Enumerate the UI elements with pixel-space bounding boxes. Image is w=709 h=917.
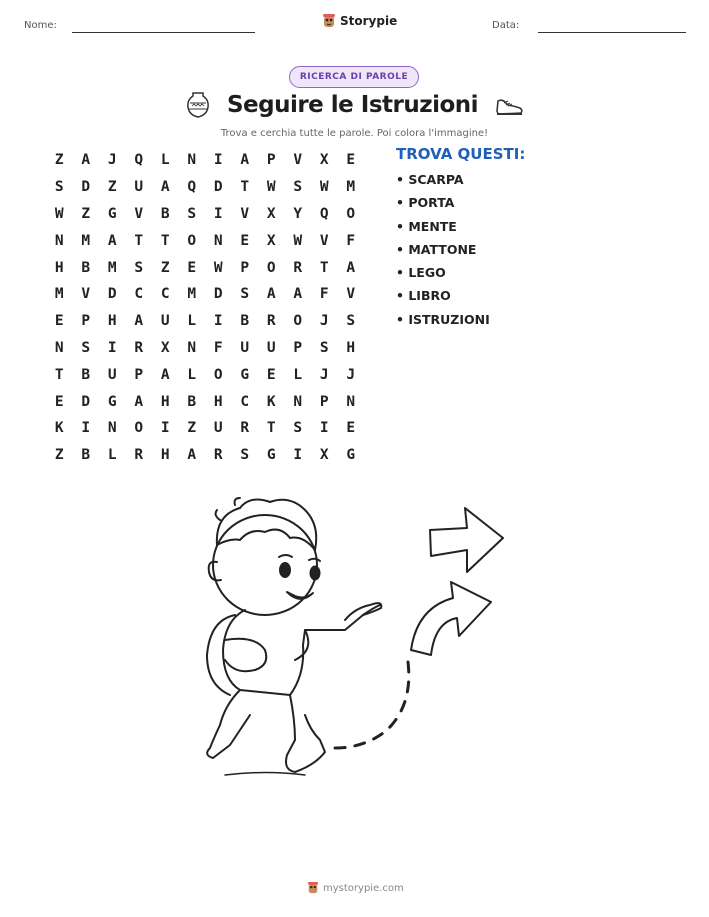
grid-cell[interactable]: H	[346, 339, 356, 356]
grid-cell[interactable]: L	[293, 366, 303, 383]
grid-cell[interactable]: B	[81, 259, 91, 276]
grid-cell[interactable]: J	[346, 366, 356, 383]
grid-cell[interactable]: H	[160, 447, 170, 464]
grid-cell[interactable]: S	[81, 339, 91, 356]
name-line[interactable]	[72, 32, 255, 33]
grid-cell[interactable]: I	[293, 447, 303, 464]
grid-cell[interactable]: N	[213, 232, 223, 249]
page-title: Seguire le Istruzioni	[226, 92, 479, 118]
grid-cell[interactable]: T	[160, 232, 170, 249]
grid-cell[interactable]: S	[54, 179, 64, 196]
grid-cell[interactable]: B	[81, 447, 91, 464]
grid-cell[interactable]: R	[293, 259, 303, 276]
grid-cell[interactable]: W	[54, 205, 64, 222]
word-item: • LIBRO	[396, 288, 451, 304]
grid-cell[interactable]: S	[240, 447, 250, 464]
word-item: • SCARPA	[396, 172, 464, 187]
grid-cell[interactable]: A	[81, 152, 91, 169]
date-line[interactable]	[538, 32, 686, 33]
grid-cell[interactable]: Z	[54, 152, 64, 169]
grid-cell[interactable]: H	[213, 393, 223, 410]
grid-cell[interactable]: Q	[187, 179, 197, 196]
grid-cell[interactable]: G	[107, 205, 117, 222]
grid-cell[interactable]: M	[187, 286, 197, 303]
grid-cell[interactable]: U	[266, 339, 276, 356]
grid-cell[interactable]: X	[160, 339, 170, 356]
grid-cell[interactable]: M	[107, 259, 117, 276]
grid-cell[interactable]: X	[319, 152, 329, 169]
footer-url[interactable]: mystorypie.com	[323, 882, 404, 894]
grid-cell[interactable]: S	[319, 339, 329, 356]
grid-cell[interactable]: P	[240, 259, 250, 276]
grid-cell[interactable]: P	[319, 393, 329, 410]
grid-cell[interactable]: V	[293, 152, 303, 169]
grid-cell[interactable]: D	[81, 179, 91, 196]
grid-cell[interactable]: H	[107, 313, 117, 330]
vase-icon	[185, 91, 211, 119]
sneaker-icon	[494, 93, 524, 117]
grid-cell[interactable]: E	[240, 232, 250, 249]
grid-cell[interactable]: I	[81, 420, 91, 437]
grid-cell[interactable]: J	[319, 366, 329, 383]
grid-cell[interactable]: O	[213, 366, 223, 383]
grid-cell[interactable]: L	[187, 366, 197, 383]
grid-cell[interactable]: S	[346, 313, 356, 330]
word-item: • MENTE	[396, 218, 457, 234]
grid-cell[interactable]: R	[213, 447, 223, 464]
grid-cell[interactable]: X	[266, 232, 276, 249]
grid-cell[interactable]: Q	[134, 152, 144, 169]
footer	[307, 881, 404, 895]
grid-cell[interactable]: A	[266, 286, 276, 303]
grid-cell[interactable]: E	[346, 420, 356, 437]
category-badge: RICERCA DI PAROLE	[289, 66, 419, 88]
grid-cell[interactable]: Y	[293, 205, 303, 222]
grid-cell[interactable]: M	[81, 232, 91, 249]
word-item: • MATTONE	[396, 241, 477, 257]
grid-cell[interactable]: R	[266, 313, 276, 330]
grid-cell[interactable]: S	[293, 179, 303, 196]
grid-cell[interactable]: M	[346, 179, 356, 196]
grid-cell[interactable]: G	[240, 366, 250, 383]
grid-cell[interactable]: V	[81, 286, 91, 303]
grid-cell[interactable]: E	[266, 366, 276, 383]
grid-cell[interactable]: H	[160, 393, 170, 410]
grid-cell[interactable]: A	[160, 366, 170, 383]
grid-cell[interactable]: P	[266, 152, 276, 169]
grid-cell[interactable]: T	[266, 420, 276, 437]
grid-cell[interactable]: E	[187, 259, 197, 276]
grid-cell[interactable]: W	[266, 179, 276, 196]
grid-cell[interactable]: Z	[187, 420, 197, 437]
grid-cell[interactable]: N	[187, 152, 197, 169]
grid-cell[interactable]: P	[134, 366, 144, 383]
grid-cell[interactable]: D	[213, 286, 223, 303]
arrow-icon	[411, 582, 491, 655]
grid-cell[interactable]: Z	[54, 447, 64, 464]
grid-cell[interactable]: R	[134, 339, 144, 356]
grid-cell[interactable]: A	[107, 232, 117, 249]
grid-cell[interactable]: M	[54, 286, 64, 303]
grid-cell[interactable]: I	[213, 205, 223, 222]
grid-cell[interactable]: T	[319, 259, 329, 276]
grid-cell[interactable]: L	[160, 152, 170, 169]
grid-cell[interactable]: G	[107, 393, 117, 410]
grid-cell[interactable]: L	[187, 313, 197, 330]
word-item: • LEGO	[396, 265, 446, 281]
grid-cell[interactable]: S	[187, 205, 197, 222]
grid-cell[interactable]: T	[134, 232, 144, 249]
instructions: Trova e cerchia tutte le parole. Poi colora l'immagine!	[220, 128, 489, 139]
grid-cell[interactable]: I	[213, 152, 223, 169]
grid-cell[interactable]: N	[187, 339, 197, 356]
grid-cell[interactable]: N	[107, 420, 117, 437]
grid-cell[interactable]: O	[187, 232, 197, 249]
grid-cell[interactable]: D	[107, 286, 117, 303]
grid-cell[interactable]: S	[240, 286, 250, 303]
grid-cell[interactable]: A	[160, 179, 170, 196]
grid-cell[interactable]: W	[293, 232, 303, 249]
grid-cell[interactable]: Z	[81, 205, 91, 222]
grid-cell[interactable]: E	[346, 152, 356, 169]
grid-cell[interactable]: S	[134, 259, 144, 276]
grid-cell[interactable]: O	[134, 420, 144, 437]
grid-cell[interactable]: A	[293, 286, 303, 303]
grid-cell[interactable]: O	[266, 259, 276, 276]
word-list-title: TROVA QUESTI:	[396, 145, 526, 163]
grid-cell[interactable]: B	[240, 313, 250, 330]
grid-cell[interactable]: H	[54, 259, 64, 276]
grid-cell[interactable]: V	[134, 205, 144, 222]
grid-cell[interactable]: J	[107, 152, 117, 169]
name-label: Nome:	[24, 20, 57, 31]
grid-cell[interactable]: A	[187, 447, 197, 464]
grid-cell[interactable]: A	[240, 152, 250, 169]
grid-cell[interactable]: Z	[107, 179, 117, 196]
grid-cell[interactable]: P	[81, 313, 91, 330]
grid-cell[interactable]: Q	[319, 205, 329, 222]
grid-cell[interactable]: Z	[160, 259, 170, 276]
grid-cell[interactable]: I	[107, 339, 117, 356]
grid-cell[interactable]: X	[319, 447, 329, 464]
grid-cell[interactable]: N	[293, 393, 303, 410]
grid-cell[interactable]: I	[213, 313, 223, 330]
grid-cell[interactable]: C	[134, 286, 144, 303]
grid-cell[interactable]: A	[346, 259, 356, 276]
grid-cell[interactable]: C	[240, 393, 250, 410]
grid-cell[interactable]: V	[319, 232, 329, 249]
grid-cell[interactable]: V	[346, 286, 356, 303]
grid-cell[interactable]: P	[293, 339, 303, 356]
grid-cell[interactable]: N	[54, 339, 64, 356]
grid-cell[interactable]: J	[319, 313, 329, 330]
grid-cell[interactable]: N	[54, 232, 64, 249]
brand-name: Storypie	[340, 14, 398, 28]
grid-cell[interactable]: T	[240, 179, 250, 196]
grid-cell[interactable]: X	[266, 205, 276, 222]
grid-cell[interactable]: U	[160, 313, 170, 330]
grid-cell[interactable]: V	[240, 205, 250, 222]
grid-cell[interactable]: I	[160, 420, 170, 437]
grid-cell[interactable]: I	[319, 420, 329, 437]
grid-cell[interactable]: O	[346, 205, 356, 222]
word-list	[396, 171, 490, 334]
grid-cell[interactable]: F	[213, 339, 223, 356]
grid-cell[interactable]: U	[240, 339, 250, 356]
grid-cell[interactable]: T	[54, 366, 64, 383]
storypie-logo-icon	[322, 13, 336, 29]
grid-cell[interactable]: K	[54, 420, 64, 437]
grid-cell[interactable]: A	[134, 313, 144, 330]
grid-cell[interactable]: U	[107, 366, 117, 383]
grid-cell[interactable]: W	[319, 179, 329, 196]
grid-cell[interactable]: R	[240, 420, 250, 437]
grid-cell[interactable]: O	[293, 313, 303, 330]
grid-cell[interactable]: L	[107, 447, 117, 464]
grid-cell[interactable]: B	[160, 205, 170, 222]
grid-cell[interactable]: E	[54, 313, 64, 330]
grid-cell[interactable]: F	[346, 232, 356, 249]
grid-cell[interactable]: G	[346, 447, 356, 464]
storypie-logo-icon	[307, 881, 319, 895]
grid-cell[interactable]: W	[213, 259, 223, 276]
boy-pointing-illustration	[195, 490, 515, 785]
grid-cell[interactable]: C	[160, 286, 170, 303]
grid-cell[interactable]: B	[187, 393, 197, 410]
word-item: • ISTRUZIONI	[396, 311, 490, 327]
word-item: • PORTA	[396, 195, 455, 211]
grid-cell[interactable]: D	[81, 393, 91, 410]
date-label: Data:	[492, 20, 520, 31]
word-search-grid	[46, 147, 364, 469]
grid-cell[interactable]: B	[81, 366, 91, 383]
grid-cell[interactable]: D	[213, 179, 223, 196]
grid-cell[interactable]: U	[134, 179, 144, 196]
grid-cell[interactable]: F	[319, 286, 329, 303]
grid-cell[interactable]: N	[346, 393, 356, 410]
grid-cell[interactable]: S	[293, 420, 303, 437]
grid-cell[interactable]: A	[134, 393, 144, 410]
grid-cell[interactable]: E	[54, 393, 64, 410]
grid-cell[interactable]: K	[266, 393, 276, 410]
grid-cell[interactable]: U	[213, 420, 223, 437]
brand	[322, 13, 397, 29]
grid-cell[interactable]: G	[266, 447, 276, 464]
grid-cell[interactable]: R	[134, 447, 144, 464]
page-title-wrap	[0, 91, 709, 125]
arrow-icon	[430, 508, 503, 572]
